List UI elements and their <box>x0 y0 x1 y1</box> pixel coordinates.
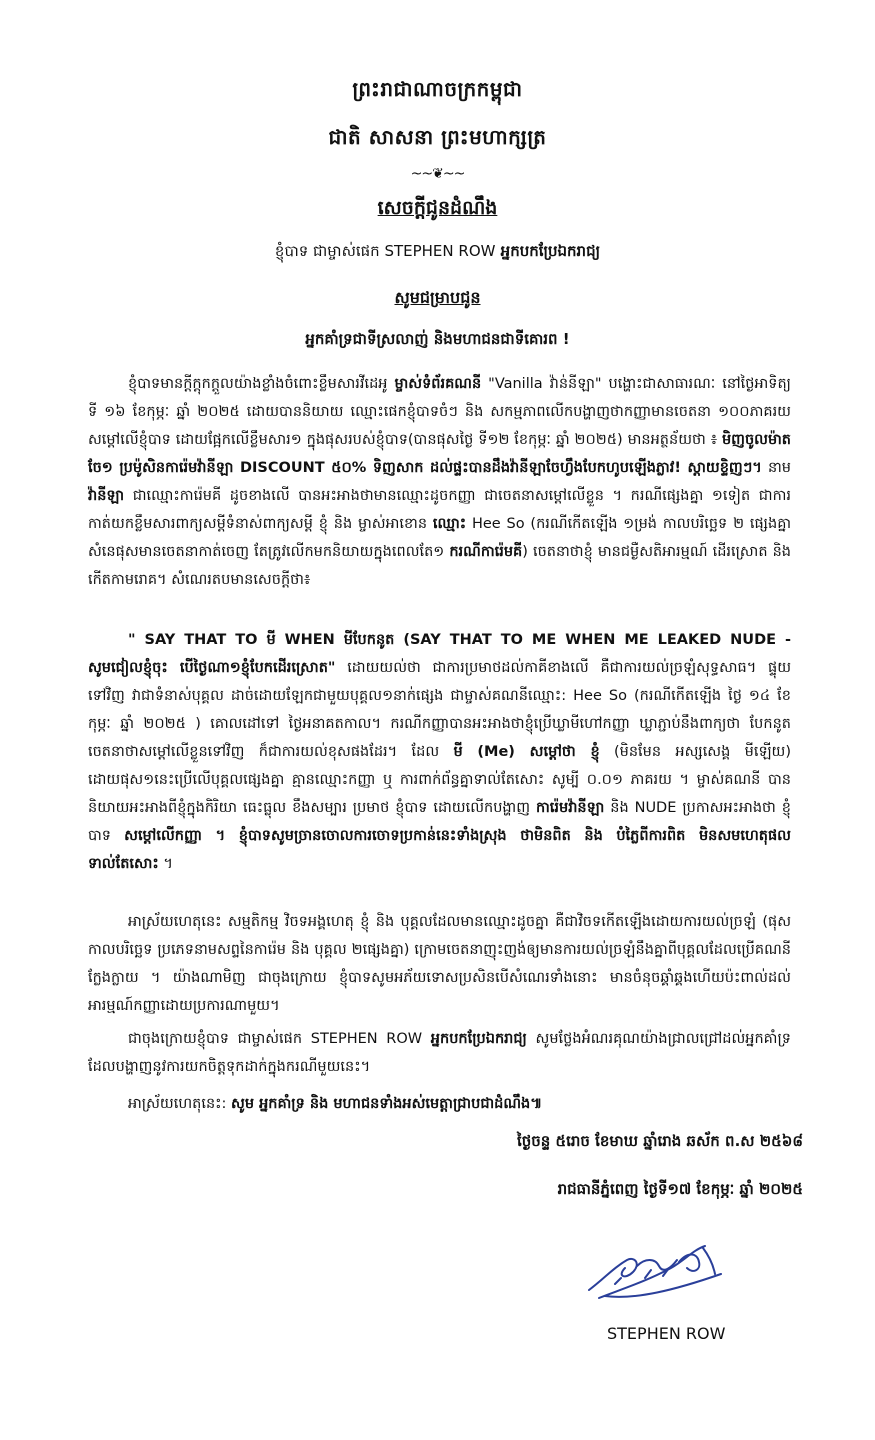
addressee-line: អ្នកគាំទ្រជាទីស្រលាញ់ និងមហាជនជាទីគោរព ! <box>305 330 570 348</box>
p5-bold-closing: សូម អ្នកគាំទ្រ និង មហាជនទាំងអស់មេត្តាជ្រាបជាដំណឹង៕ <box>231 1096 543 1112</box>
p1-bold-case: ករណីការ៉េមគី <box>449 544 523 560</box>
handwritten-signature <box>575 1238 735 1308</box>
p1-bold-name: វ៉ានីឡា <box>88 488 125 504</box>
p2-text: ដោយយល់ថា ជាការប្រមាថដល់កាគីខាងលើ គឺជាការយល់ច្រឡំសុទ្ធសាធ។ ផ្ទុយទៅវិញ វាជាទំនាស់បុគ្គល ដាច់ដោយឡែកជាមួយបុគ្គល១នាក់ផ្សេង ជាម្ចាស់គណនីឈ្មោះ: Hee So (ករណីកើតឡើង ថ្ងៃ ១៤ ខែកុម្ភៈ ឆ្នាំ ២០២៥ ) គោលដៅទៅ ថ្ងៃអនាគតកាល។ ករណីកញ្ញាបានអះអាងថាខ្ញុំប្រើឃ្លាមីហៅកញ្ញា ឃ្លាភ្ជាប់នឹងពាក្យថា បែកនូត ចេតនាថាសម្តៅលើខ្លួនទៅវិញ ក៏ជាការយល់ខុសផងដែរ។ ដែល <box>88 660 791 760</box>
p1-text: ) ចេតនាថាខ្ញុំ មានជម្ងឺសតិអារម្មណ៍ ដើរស្រោត និង កើតកាមរោគ។ សំណេរតបមានសេចក្តីថា៖ <box>88 544 791 588</box>
kingdom-heading: ព្រះរាជាណាចក្រកម្ពុជា <box>352 77 523 101</box>
p5-text: អាស្រ័យហេតុនេះ: <box>128 1096 232 1112</box>
lunar-date: ថ្ងៃចន្ទ ៥រោច ខែមាឃ ឆ្នាំរោង ឆស័ក ព.ស ២៥៦៨ <box>516 1132 803 1150</box>
p1-bold-label: ឈ្មោះ <box>432 516 467 532</box>
p2-bold-quote: " SAY THAT TO មី WHEN មីបែកនូត (SAY THAT TO ME WHEN ME LEAKED NUDE - សូមជៀលខ្ញុំចុះ បើថ្ងៃណា១ខ្ញុំបែកដើរស្រោត" <box>88 632 791 676</box>
sender-prefix: ខ្ញុំបាទ ជាម្ចាស់ផេក <box>274 242 385 260</box>
sender-line <box>0 242 875 264</box>
p1-text: Hee So (ករណីកើតឡើង ១ម្រង់ កាលបរិច្ឆេទ ២ ផ្សេងគ្នា សំនេផុសមានចេតនាកាត់ចេញ តែត្រូវលើកមកនិយាយក្នុងពេលតែ១ <box>88 516 792 560</box>
p1-bold-quote: មិញចូលម៉ាត ចែ១ ប្រម៉ូសិនការ៉េមវ៉ានីឡា DISCOUNT ៥០% ទិញសាក ដល់ផ្ទះបានដឹងវ៉ានីឡាចែហ្វឹងបែកហូបឡើងភ្លាវ! ស្តាយខ្ទិញៗ។ <box>88 432 791 476</box>
p4-text: ជាចុងក្រោយខ្ញុំបាទ ជាម្ចាស់ផេក STEPHEN ROW <box>128 1031 431 1047</box>
paragraph-1 <box>88 370 791 594</box>
paragraph-4 <box>88 1025 791 1081</box>
sender-name: STEPHEN ROW <box>384 242 496 260</box>
p1-text: "Vanilla វ៉ាន់នីឡា" បង្ហោះជាសាធារណៈ នៅថ្ងៃអាទិត្យ ទី ១៦ ខែកុម្ភៈ ឆ្នាំ ២០២៥ ដោយបាននិយាយ ឈ្មោះផេកខ្ញុំបាទចំៗ និង សកម្មភាពលើកបង្ហាញថាកញ្ញាមានចេតនា ១០០ភាគរយ សម្តៅលើខ្ញុំបាទ ដោយផ្អែកលើខ្លឹមសារ១ ក្នុងផុសរបស់ខ្ញុំបាទ(បានផុសថ្ងៃ ទី១២ ខែកុម្ភៈ ឆ្នាំ ២០២៥) មានអត្ថន័យថា ៖ <box>88 376 791 448</box>
notice-label: សូមជម្រាបជូន <box>394 288 481 307</box>
p2-bold-icecream: ការ៉េមវ៉ានីឡា <box>535 800 605 816</box>
p2-text: ។ <box>158 856 173 872</box>
p2-text: (មិនមែន អស្សសេង្គ មីឡើយ) ដោយផុស១នេះប្រើលើបុគ្គលផ្សេងគ្នា គ្មានឈ្មោះកញ្ញា ឬ ការពាក់ព័ន្ធគ្នាទាល់តែសោះ សូម្បី ០.០១ ភាគរយ ។ ម្ចាស់គណនី បាននិយាយអះអាងពីខ្ញុំក្នុងកិរិយា ធេះធ្លុល ខឹងសម្បារ ប្រមាថ ខ្ញុំបាទ ដោយលើកបង្ហាញ <box>88 744 792 816</box>
p1-text: ខ្ញុំបាទមានក្តីក្តុកក្តួលយ៉ាងខ្លាំងចំពោះខ្លឹមសារវីដេអូ <box>128 376 395 392</box>
signatory-name: STEPHEN ROW <box>607 1324 726 1343</box>
p2-bold-me: មី (Me) សម្តៅថា ខ្ញុំ <box>453 744 600 760</box>
p1-text: ជាឈ្មោះការ៉េមគី ដូចខាងលើ បានអះអាងថាមានឈ្មោះដូចកញ្ញា ជាចេតនាសម្តៅលើខ្លួន ។ ករណីផ្សេងគ្នា ១ទៀត ជាការកាត់យកខ្លឹមសារពាក្យសម្តីទំនាស់ពាក្យសម្តី ខ្ញុំ និង ម្ចាស់អាខោន <box>88 488 791 532</box>
p4-bold-role: អ្នកបកប្រែឯករាជ្យ <box>430 1031 527 1047</box>
signature-drawing <box>575 1238 735 1308</box>
ornament-divider: ~~❦~~ <box>410 166 465 182</box>
p2-bold-denial: សម្តៅលើកញ្ញា ។ ខ្ញុំបាទសូមច្រានចោលការចោទប្រកាន់នេះទាំងស្រុង ថាមិនពិត និង បំភ្លៃពីការពិត មិនសមហេតុផល ទាល់តែសោះ <box>88 828 791 872</box>
p1-bold-account: ម្ចាស់ទំព័រគណនី <box>394 376 482 392</box>
p4-text: សូមថ្លែងអំណរគុណយ៉ាងជ្រាលជ្រៅដល់អ្នកគាំទ្រ ដែលបង្ហាញនូវការយកចិត្តទុកដាក់ក្នុងករណីមួយនេះ។ <box>88 1031 791 1075</box>
notice-title: សេចក្តីជូនដំណឹង <box>377 197 498 219</box>
paragraph-5 <box>88 1090 791 1118</box>
p1-text: នាម <box>761 460 792 476</box>
p2-text: និង NUDE ប្រកាសអះអាងថា ខ្ញុំបាទ <box>88 800 791 844</box>
paragraph-2 <box>88 626 791 878</box>
solar-date: រាជធានីភ្នំពេញ ថ្ងៃទី១៧ ខែកុម្ភៈ ឆ្នាំ ២០២៥ <box>557 1180 803 1198</box>
national-motto: ជាតិ សាសនា ព្រះមហាក្សត្រ <box>328 125 547 149</box>
sender-role: អ្នកបកប្រែឯករាជ្យ <box>495 242 601 260</box>
paragraph-3: អាស្រ័យហេតុនេះ សម្មតិកម្ម វិចទអង្គហេតុ ខ្ញុំ និង បុគ្គលដែលមានឈ្មោះដូចគ្នា គឺជាវិចទកើតឡើងដោយការយល់ច្រឡំ (ផុស កាលបរិច្ឆេទ ប្រភេទនាមសព្ទនៃការ៉េម និង បុគ្គល ២ផ្សេងគ្នា) ក្រោមចេតនាញុះញង់ឲ្យមានការយល់ច្រឡំនឹងគ្នាពីបុគ្គលដែលប្រើគណនីក្លែងក្លាយ ។ យ៉ាងណាមិញ ជាចុងក្រោយ ខ្ញុំបាទសូមអភ័យទោសប្រសិនបើសំណេរទាំងនោះ មានចំនុចឆ្គាំឆ្គងហើយប៉ះពាល់ដល់អារម្មណ៍កញ្ញាដោយប្រការណាមួយ។ <box>88 914 791 1014</box>
